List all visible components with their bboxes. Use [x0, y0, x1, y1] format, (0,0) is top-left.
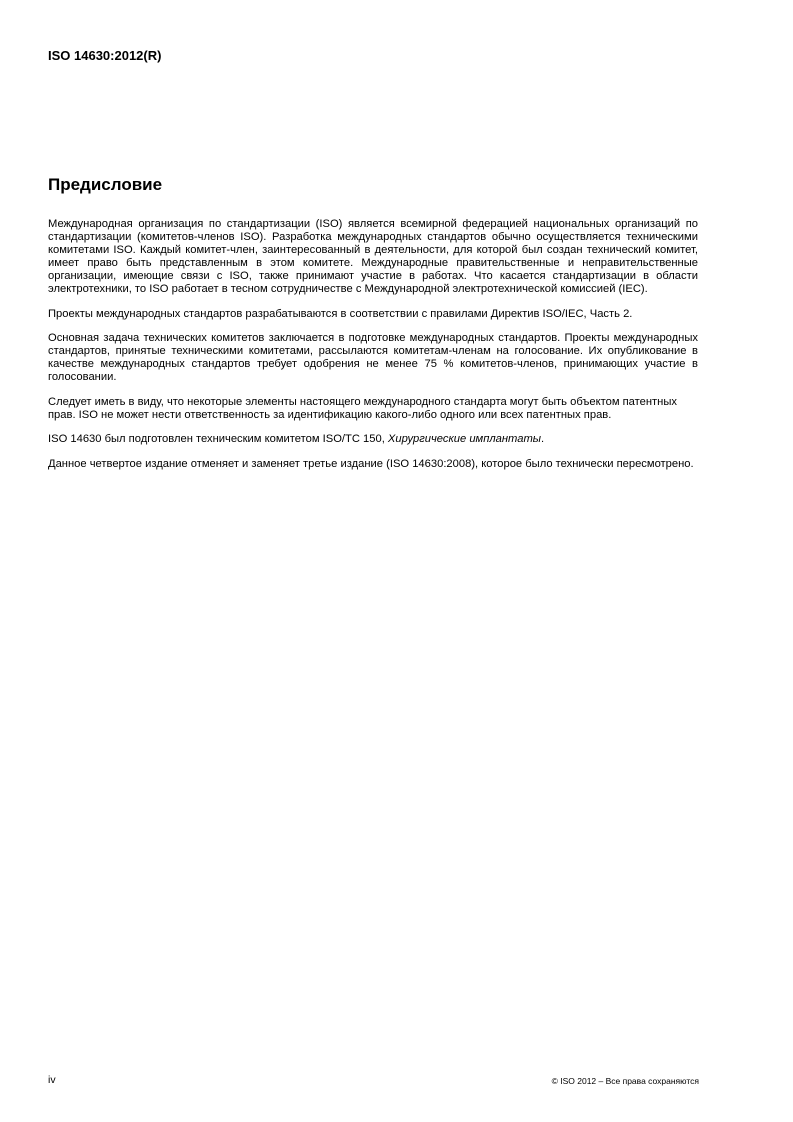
paragraph-patent-rights: Следует иметь в виду, что некоторые элементы настоящего международного стандарта могут быть объектом патентных прав. ISO не может нести ответственность за идентификацию какого-либо одного или всех патентных прав.	[48, 395, 677, 421]
committee-text-suffix: .	[541, 433, 545, 445]
foreword-body	[48, 218, 698, 482]
page-number: iv	[48, 1074, 56, 1086]
committee-name: Хирургические имплантаты	[387, 433, 542, 445]
copyright-notice: © ISO 2012 – Все права сохраняются	[551, 1076, 699, 1086]
paragraph-committee-task: Основная задача технических комитетов заключается в подготовке международных стандартов. Проекты международных стандартов, принятые техническими комитетами, рассылаются комитетам-членам на голосование. Их опубликование в качестве международных стандартов требует одобрения не менее 75 % комитетов-членов, принимающих участие в голосовании.	[48, 332, 698, 383]
paragraph-iso-iec-directives: Проекты международных стандартов разрабатываются в соответствии с правилами Директив ISO/IEC, Часть 2.	[48, 307, 633, 320]
section-title: Предисловие	[48, 175, 163, 194]
committee-text-prefix: ISO 14630 был подготовлен техническим комитетом ISO/TC 150,	[48, 433, 388, 445]
paragraph-iso-description: Международная организация по стандартизации (ISO) является всемирной федерацией национальных организаций по стандартизации (комитетов-членов ISO). Разработка международных стандартов обычно осуществляется техническими комитетами ISO. Каждый комитет-член, заинтересованный в деятельности, для которой был создан технический комитет, имеет право быть представленным в этом комитете. Международные правительственные и неправительственные организации, имеющие связи с ISO, также принимают участие в работах. Что касается стандартизации в области электротехники, то ISO работает в тесном сотрудничестве с Международной электротехнической комиссией (IEC).	[48, 218, 698, 295]
paragraph-committee-prepared	[48, 433, 698, 446]
paragraph-edition-note: Данное четвертое издание отменяет и заменяет третье издание (ISO 14630:2008), которое было технически пересмотрено.	[48, 457, 694, 470]
document-id-header: ISO 14630:2012(R)	[48, 48, 162, 63]
